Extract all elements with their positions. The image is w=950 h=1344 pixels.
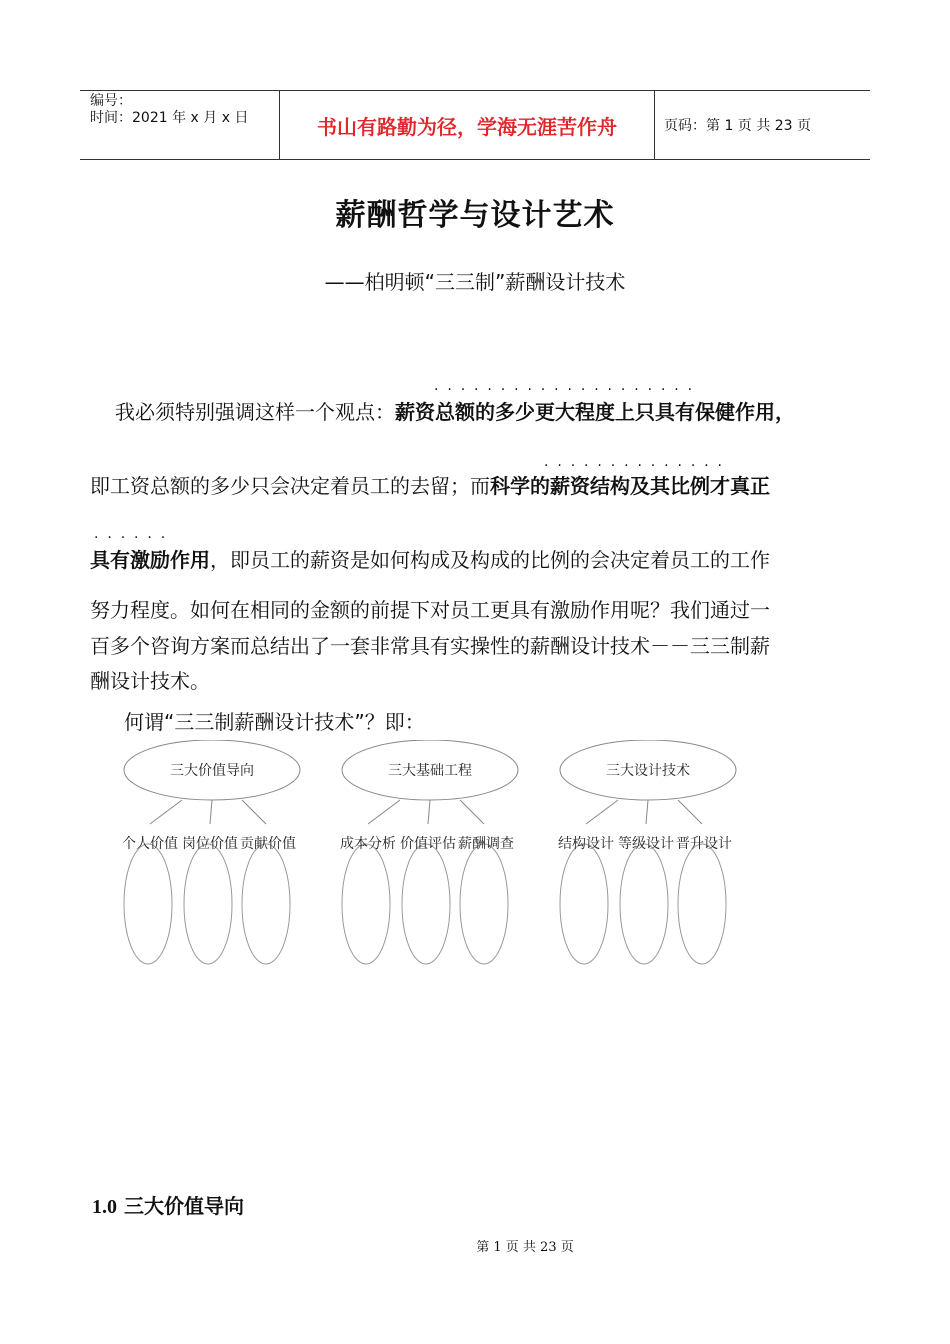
emphasis-dots: · · · · · · [94, 530, 166, 546]
item-ellipse [124, 844, 172, 964]
paragraph-line-6: 酬设计技术。 [90, 669, 210, 693]
three-three-diagram [0, 740, 950, 980]
time-label: 时间：2021 年 x 月 x 日 [90, 110, 249, 126]
emphasis-dots: · · · · · · · · · · · · · · · · · · · · [434, 382, 693, 398]
diagram-group [558, 740, 736, 964]
group-label: 三大设计技术 [606, 763, 690, 779]
page-label: 页码：第 1 页 共 23 页 [664, 118, 811, 134]
item-label: 贡献价值 [240, 836, 296, 852]
item-ellipse [460, 844, 508, 964]
header-table [80, 90, 870, 160]
item-ellipse [402, 844, 450, 964]
item-label: 个人价值 [122, 836, 178, 852]
group-label: 三大基础工程 [388, 763, 472, 779]
item-label: 成本分析 [340, 836, 396, 852]
item-label: 价值评估 [400, 836, 456, 852]
emphasis-text: 具有激励作用 [90, 548, 210, 572]
section-heading [92, 1190, 244, 1219]
item-label: 晋升设计 [676, 836, 732, 852]
emphasis-text: 科学的薪资结构及其比例才真正 [490, 474, 770, 498]
section-title: 三大价值导向 [123, 1194, 244, 1218]
motto: 书山有路勤为径，学海无涯苦作舟 [280, 91, 655, 159]
document-title: 薪酬哲学与设计艺术 [335, 198, 615, 233]
item-label: 结构设计 [558, 836, 614, 852]
emphasis-text: 薪资总额的多少更大程度上只具有保健作用 [395, 400, 775, 424]
item-ellipse [342, 844, 390, 964]
document-subtitle: ——柏明顿“三三制”薪酬设计技术 [324, 270, 626, 294]
item-ellipse [242, 844, 290, 964]
text-run: ， [775, 400, 795, 424]
paragraph-line-5: 百多个咨询方案而总结出了一套非常具有实操性的薪酬设计技术－－三三制薪 [90, 634, 770, 658]
text-run: 我必须特别强调这样一个观点： [115, 400, 395, 424]
diagram-group [340, 740, 518, 964]
text-run: 即工资总额的多少只会决定着员工的去留；而 [90, 474, 490, 498]
item-label: 等级设计 [618, 836, 674, 852]
item-ellipse [184, 844, 232, 964]
paragraph-line-7: 何谓“三三制薪酬设计技术”？即： [124, 710, 425, 734]
item-ellipse [620, 844, 668, 964]
number-label: 编号： [90, 93, 132, 109]
paragraph-line-2 [90, 470, 770, 499]
item-label: 薪酬调查 [458, 836, 514, 852]
paragraph-line-4: 努力程度。如何在相同的金额的前提下对员工更具有激励作用呢？我们通过一 [90, 598, 770, 622]
text-run: ，即员工的薪资是如何构成及构成的比例的会决定着员工的工作 [210, 548, 770, 572]
section-number: 1.0 [92, 1196, 117, 1218]
item-ellipse [560, 844, 608, 964]
paragraph-line-1 [115, 396, 795, 425]
page-footer: 第 1 页 共 23 页 [476, 1240, 574, 1255]
group-label: 三大价值导向 [170, 763, 254, 779]
item-ellipse [678, 844, 726, 964]
diagram-group [122, 740, 300, 964]
emphasis-dots: · · · · · · · · · · · · · · [544, 458, 723, 474]
header-meta-cell [80, 91, 280, 159]
paragraph-line-3 [90, 544, 770, 573]
item-label: 岗位价值 [182, 836, 238, 852]
